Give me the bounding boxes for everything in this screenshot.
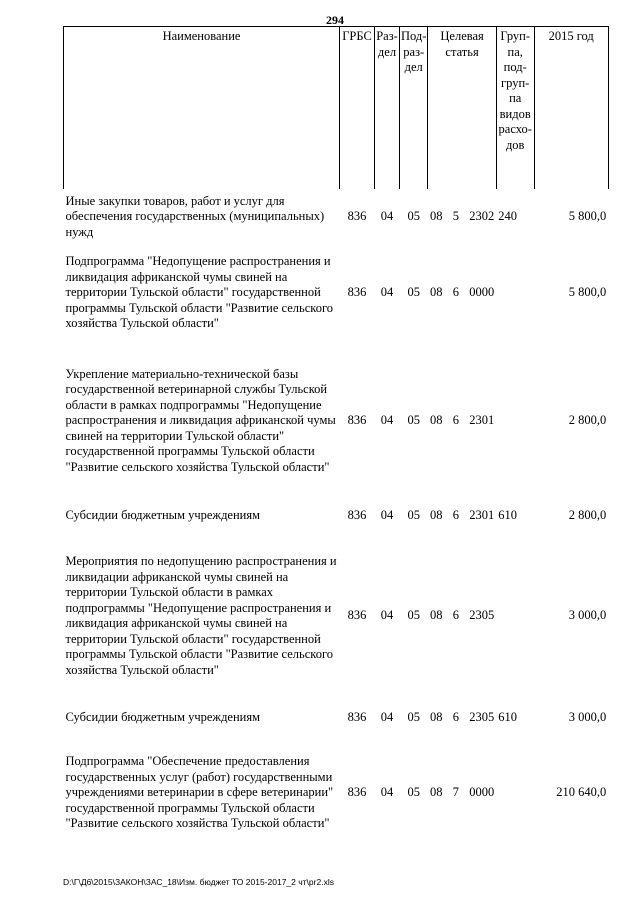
- row-razdel: 04: [380, 785, 394, 800]
- row-celevaya: 08 6 2301: [429, 413, 495, 428]
- row-name: Укрепление материально-технической базы государственной ветеринарной службы Тульской области в рамках подпрограммы "Недопущение распространения и ликвидация африканской чумы свиней на территории Тульской области" государственной программы Тульской области "Развитие сельского хозяйства Тульской области": [65, 366, 336, 474]
- row-grbs: 836: [347, 709, 367, 724]
- page-number: 294: [326, 13, 344, 27]
- row-vid: [496, 734, 534, 852]
- row-razdel: 04: [380, 285, 394, 300]
- row-grbs: 836: [347, 508, 367, 523]
- row-grbs: 836: [347, 285, 367, 300]
- row-celevaya: 08 6 2305: [429, 709, 495, 724]
- row-sum: 5 800,0: [568, 209, 607, 224]
- row-sum: 3 000,0: [568, 608, 607, 623]
- row-name: Субсидии бюджетным учреждениям: [65, 709, 261, 724]
- row-celevaya: 08 6 2305: [429, 608, 495, 623]
- table-row: [64, 245, 609, 341]
- header-celevaya: Целевая статья: [428, 27, 496, 190]
- row-razdel: 04: [380, 608, 394, 623]
- row-sum: 3 000,0: [568, 709, 607, 724]
- header-podrazdel: Под- раз- дел: [400, 27, 428, 190]
- row-grbs: 836: [347, 209, 367, 224]
- row-sum: 2 800,0: [568, 413, 607, 428]
- budget-table: [63, 26, 609, 852]
- row-vid: [496, 245, 534, 341]
- row-celevaya: 08 6 2301: [429, 508, 495, 523]
- table-row: [64, 189, 609, 245]
- table-row: [64, 341, 609, 501]
- row-sum: 5 800,0: [568, 285, 607, 300]
- row-celevaya: 08 6 0000: [429, 285, 495, 300]
- row-vid: 610: [498, 508, 517, 523]
- header-name: Наименование: [64, 27, 340, 190]
- row-name: Подпрограмма "Недопущение распространения и ликвидация африканской чумы свиней на территории Тульской области" государственной программы Тульской области "Развитие сельского хозяйства Тульской области": [65, 254, 334, 331]
- row-grbs: 836: [347, 413, 367, 428]
- row-razdel: 04: [380, 508, 394, 523]
- header-grbs: ГРБС: [340, 27, 375, 190]
- row-grbs: 836: [347, 785, 367, 800]
- row-podrazdel: 05: [407, 508, 420, 523]
- table-row: [64, 531, 609, 701]
- row-podrazdel: 05: [407, 785, 420, 800]
- row-name: Мероприятия по недопущению распространения и ликвидации африканской чумы свиней на территории Тульской области в рамках подпрограммы "Недопущение распространения и ликвидация африканской чумы свиней на территории Тульской области" государственной программы Тульской области "Развитие сельского хозяйства Тульской области": [65, 554, 337, 677]
- row-name: Подпрограмма "Обеспечение предоставления государственных услуг (работ) государственными учреждениями ветеринарии в сфере ветеринарии" государственной программы Тульской области "Развитие сельского хозяйства Тульской области": [65, 754, 334, 831]
- row-razdel: 04: [380, 413, 394, 428]
- row-razdel: 04: [380, 209, 394, 224]
- table-row: [64, 734, 609, 852]
- file-path-footer: D:\Г\Д6\2015\ЗАКОН\ЗАС_18\Изм. бюджет ТО 2015-2017_2 чт\pr2.xls: [63, 877, 334, 887]
- row-podrazdel: 05: [407, 709, 420, 724]
- row-grbs: 836: [347, 608, 367, 623]
- row-name: Иные закупки товаров, работ и услуг для обеспечения государственных (муниципальных) нужд: [65, 193, 325, 239]
- header-vid: Груп- па, под- груп- па видов расхо- дов: [496, 27, 534, 190]
- row-name: Субсидии бюджетным учреждениям: [65, 508, 261, 523]
- header-year: 2015 год: [534, 27, 608, 190]
- row-vid: 610: [498, 709, 517, 724]
- table-row: [64, 701, 609, 734]
- row-vid: 240: [498, 209, 517, 224]
- row-podrazdel: 05: [407, 608, 420, 623]
- row-celevaya: 08 7 0000: [429, 785, 495, 800]
- table-header-row: [64, 27, 609, 190]
- row-podrazdel: 05: [407, 285, 420, 300]
- header-razdel: Раз- дел: [375, 27, 400, 190]
- row-sum: 210 640,0: [556, 785, 607, 800]
- row-vid: [496, 341, 534, 501]
- row-celevaya: 08 5 2302: [429, 209, 495, 224]
- row-vid: [496, 531, 534, 701]
- row-sum: 2 800,0: [568, 508, 607, 523]
- row-podrazdel: 05: [407, 209, 420, 224]
- table-row: [64, 501, 609, 531]
- row-razdel: 04: [380, 709, 394, 724]
- row-podrazdel: 05: [407, 413, 420, 428]
